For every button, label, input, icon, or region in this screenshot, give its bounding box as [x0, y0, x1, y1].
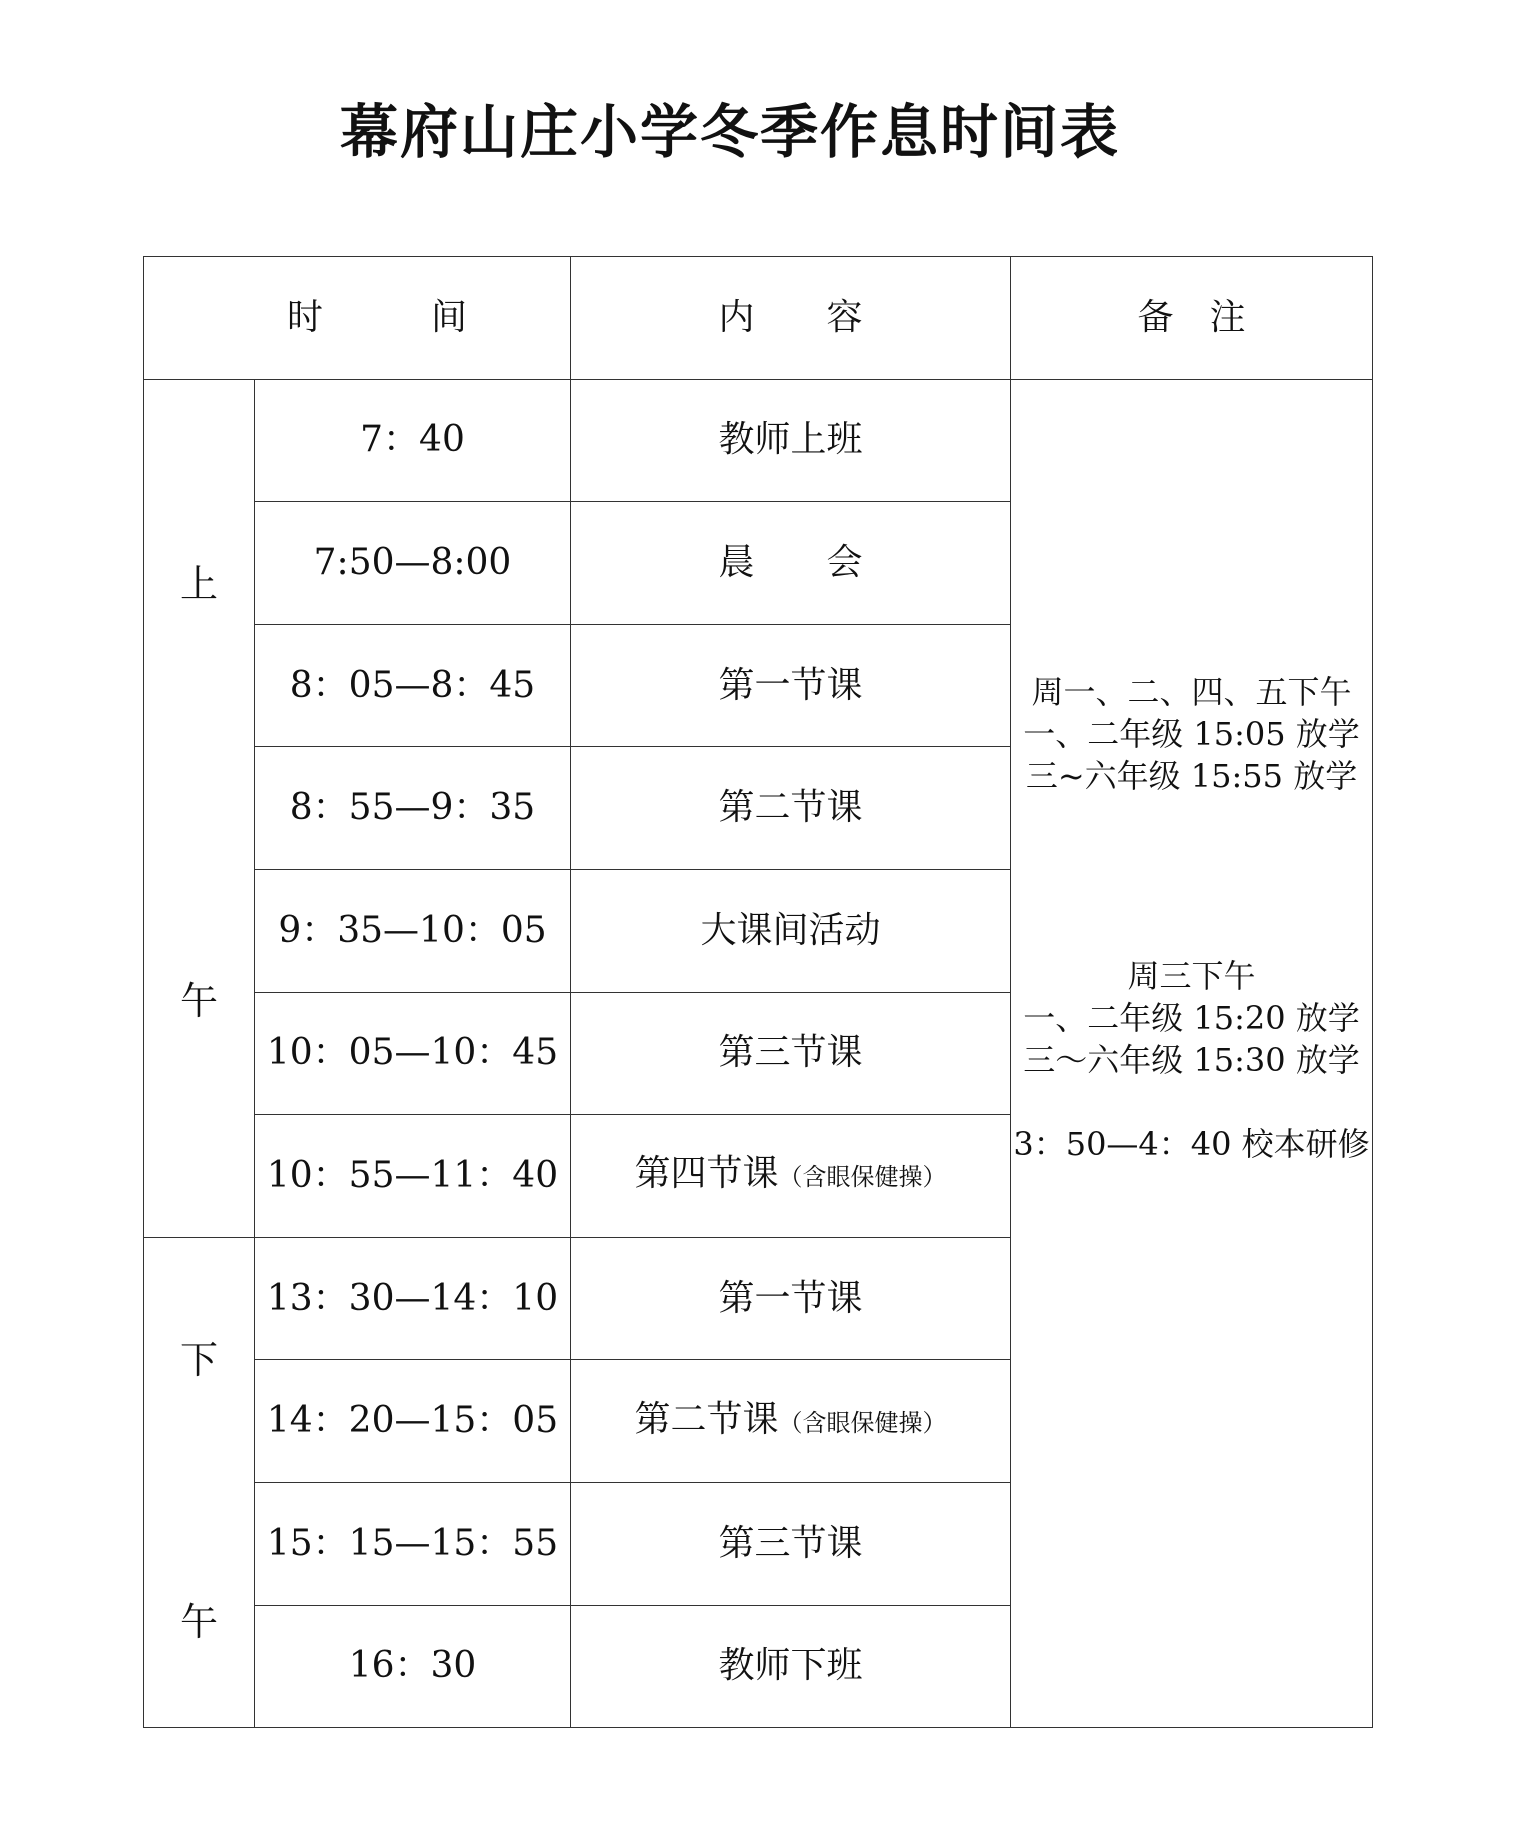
content-cell: 大课间活动 — [571, 869, 1011, 992]
remarks-line: 一、二年级 15:05 放学 — [1023, 715, 1360, 754]
period-afternoon-char-1: 下 — [179, 1337, 218, 1382]
remarks-line: 3：50—4：40 校本研修 — [1013, 1125, 1370, 1164]
content-cell: 教师上班 — [571, 379, 1011, 502]
content-cell: 第三节课 — [571, 1482, 1011, 1605]
remarks-line: 周一、二、四、五下午 — [1031, 673, 1352, 712]
remarks-line: 三～六年级 15:30 放学 — [1023, 1041, 1360, 1080]
remarks-block-1 — [1011, 671, 1372, 797]
content-cell: 第三节课 — [571, 992, 1011, 1115]
period-afternoon — [144, 1237, 255, 1727]
period-afternoon-char-2: 午 — [179, 1599, 218, 1644]
content-cell: 第一节课 — [571, 624, 1011, 747]
time-cell: 10：05—10：45 — [255, 992, 571, 1115]
header-notes: 备 注 — [1011, 257, 1373, 380]
content-note: （含眼保健操） — [778, 1163, 947, 1192]
period-morning-char-1: 上 — [179, 561, 218, 606]
schedule-table — [143, 256, 1373, 1728]
period-morning-char-2: 午 — [179, 978, 218, 1023]
content-cell: 第二节课 — [571, 747, 1011, 870]
content-cell: 晨 会 — [571, 502, 1011, 625]
time-cell: 9：35—10：05 — [255, 869, 571, 992]
table-header-row — [144, 257, 1373, 380]
page-title: 幕府山庄小学冬季作息时间表 — [339, 98, 1120, 166]
remarks-line: 一、二年级 15:20 放学 — [1023, 999, 1360, 1038]
time-cell: 10：55—11：40 — [255, 1115, 571, 1238]
time-cell: 7：40 — [255, 379, 571, 502]
remarks-block-2 — [1011, 955, 1372, 1081]
remarks-block-3 — [1011, 1123, 1372, 1165]
content-label: 第四节课 — [634, 1153, 779, 1195]
time-cell: 15：15—15：55 — [255, 1482, 571, 1605]
remarks-line: 周三下午 — [1127, 957, 1256, 996]
remarks-cell — [1011, 379, 1373, 1728]
content-cell: 教师下班 — [571, 1605, 1011, 1728]
time-cell: 8：05—8：45 — [255, 624, 571, 747]
content-cell — [571, 1360, 1011, 1483]
time-cell: 14：20—15：05 — [255, 1360, 571, 1483]
remarks-line: 三~六年级 15:55 放学 — [1025, 757, 1358, 796]
time-cell: 7:50—8:00 — [255, 502, 571, 625]
content-cell: 第一节课 — [571, 1237, 1011, 1360]
content-note: （含眼保健操） — [778, 1408, 947, 1437]
table-row — [144, 379, 1373, 502]
time-cell: 13：30—14：10 — [255, 1237, 571, 1360]
content-label: 第二节课 — [634, 1398, 779, 1440]
header-content: 内 容 — [571, 257, 1011, 380]
content-cell — [571, 1115, 1011, 1238]
header-time: 时 间 — [144, 257, 571, 380]
time-cell: 8：55—9：35 — [255, 747, 571, 870]
time-cell: 16：30 — [255, 1605, 571, 1728]
period-morning — [144, 379, 255, 1237]
